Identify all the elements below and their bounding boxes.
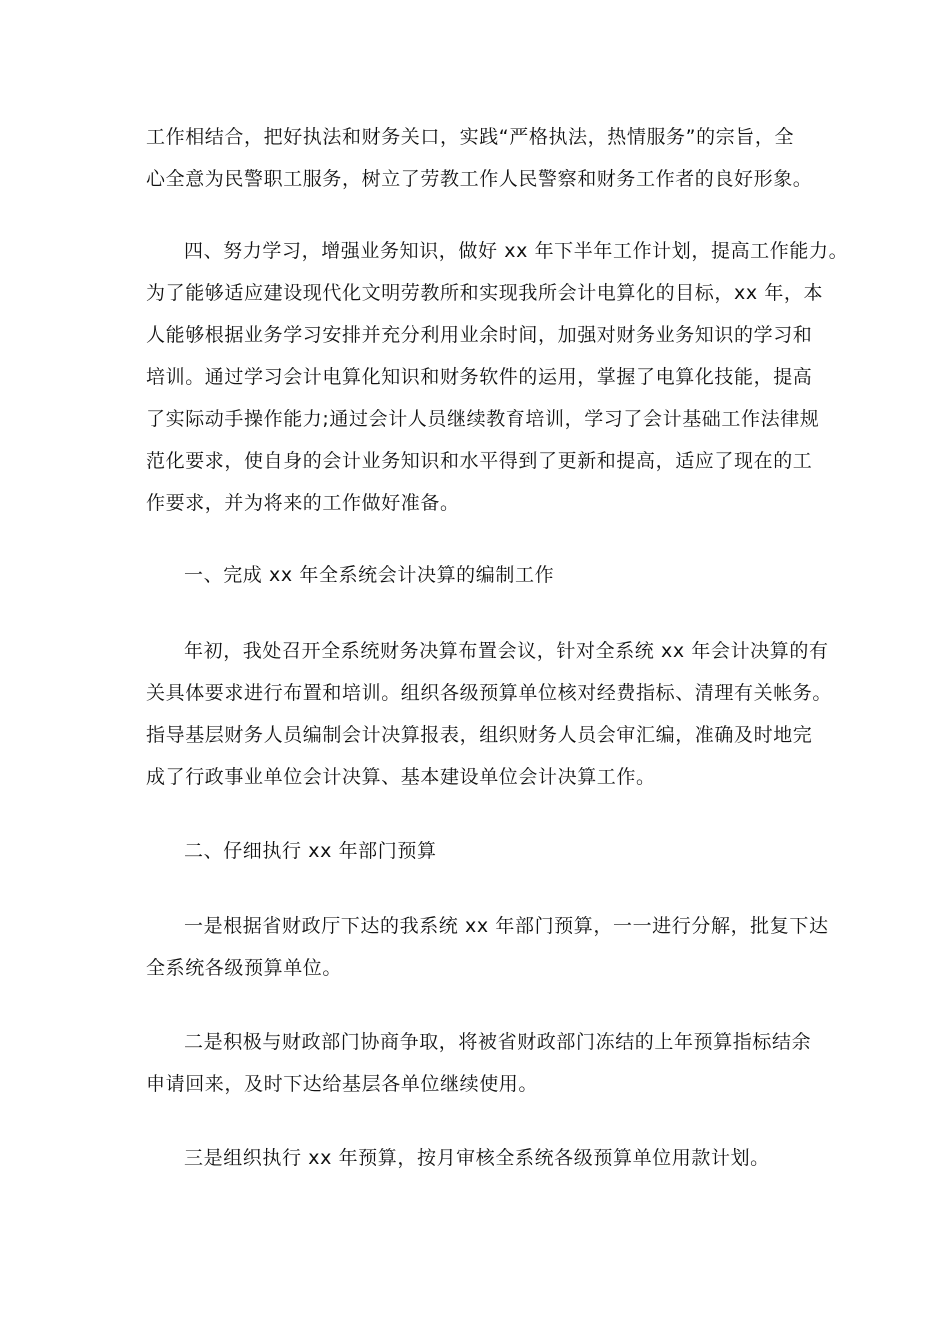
text-line: 全系统各级预算单位。: [146, 957, 343, 979]
text-line: 年初，我处召开全系统财务决算布置会议，针对全系统 xx 年会计决算的有: [184, 640, 829, 662]
section-heading: 四、努力学习，增强业务知识，做好 xx 年下半年工作计划，提高工作能力。: [184, 240, 849, 262]
text-line: 培训。通过学习会计电算化知识和财务软件的运用，掌握了电算化技能，提高: [146, 366, 813, 388]
text-line: 三是组织执行 xx 年预算，按月审核全系统各级预算单位用款计划。: [184, 1147, 770, 1169]
text-line: 工作相结合，把好执法和财务关口，实践“严格执法，热情服务”的宗旨，全: [146, 126, 795, 148]
section-heading: 二、仔细执行 xx 年部门预算: [184, 840, 437, 862]
text-line: 成了行政事业单位会计决算、基本建设单位会计决算工作。: [146, 766, 656, 788]
text-line: 了实际动手操作能力;通过会计人员继续教育培训，学习了会计基础工作法律规: [146, 408, 820, 430]
text-line: 申请回来，及时下达给基层各单位继续使用。: [146, 1073, 539, 1095]
text-line: 一是根据省财政厅下达的我系统 xx 年部门预算，一一进行分解，批复下达: [184, 915, 829, 937]
text-line: 人能够根据业务学习安排并充分利用业余时间，加强对财务业务知识的学习和: [146, 324, 813, 346]
text-line: 为了能够适应建设现代化文明劳教所和实现我所会计电算化的目标，xx 年，本: [146, 282, 824, 304]
text-line: 作要求，并为将来的工作做好准备。: [146, 492, 460, 514]
text-line: 关具体要求进行布置和培训。组织各级预算单位核对经费指标、清理有关帐务。: [146, 682, 833, 704]
text-line: 范化要求，使自身的会计业务知识和水平得到了更新和提高，适应了现在的工: [146, 450, 813, 472]
text-line: 指导基层财务人员编制会计决算报表，组织财务人员会审汇编，准确及时地完: [146, 724, 813, 746]
section-heading: 一、完成 xx 年全系统会计决算的编制工作: [184, 564, 555, 586]
text-line: 心全意为民警职工服务，树立了劳教工作人民警察和财务工作者的良好形象。: [146, 168, 813, 190]
text-line: 二是积极与财政部门协商争取，将被省财政部门冻结的上年预算指标结余: [184, 1031, 812, 1053]
